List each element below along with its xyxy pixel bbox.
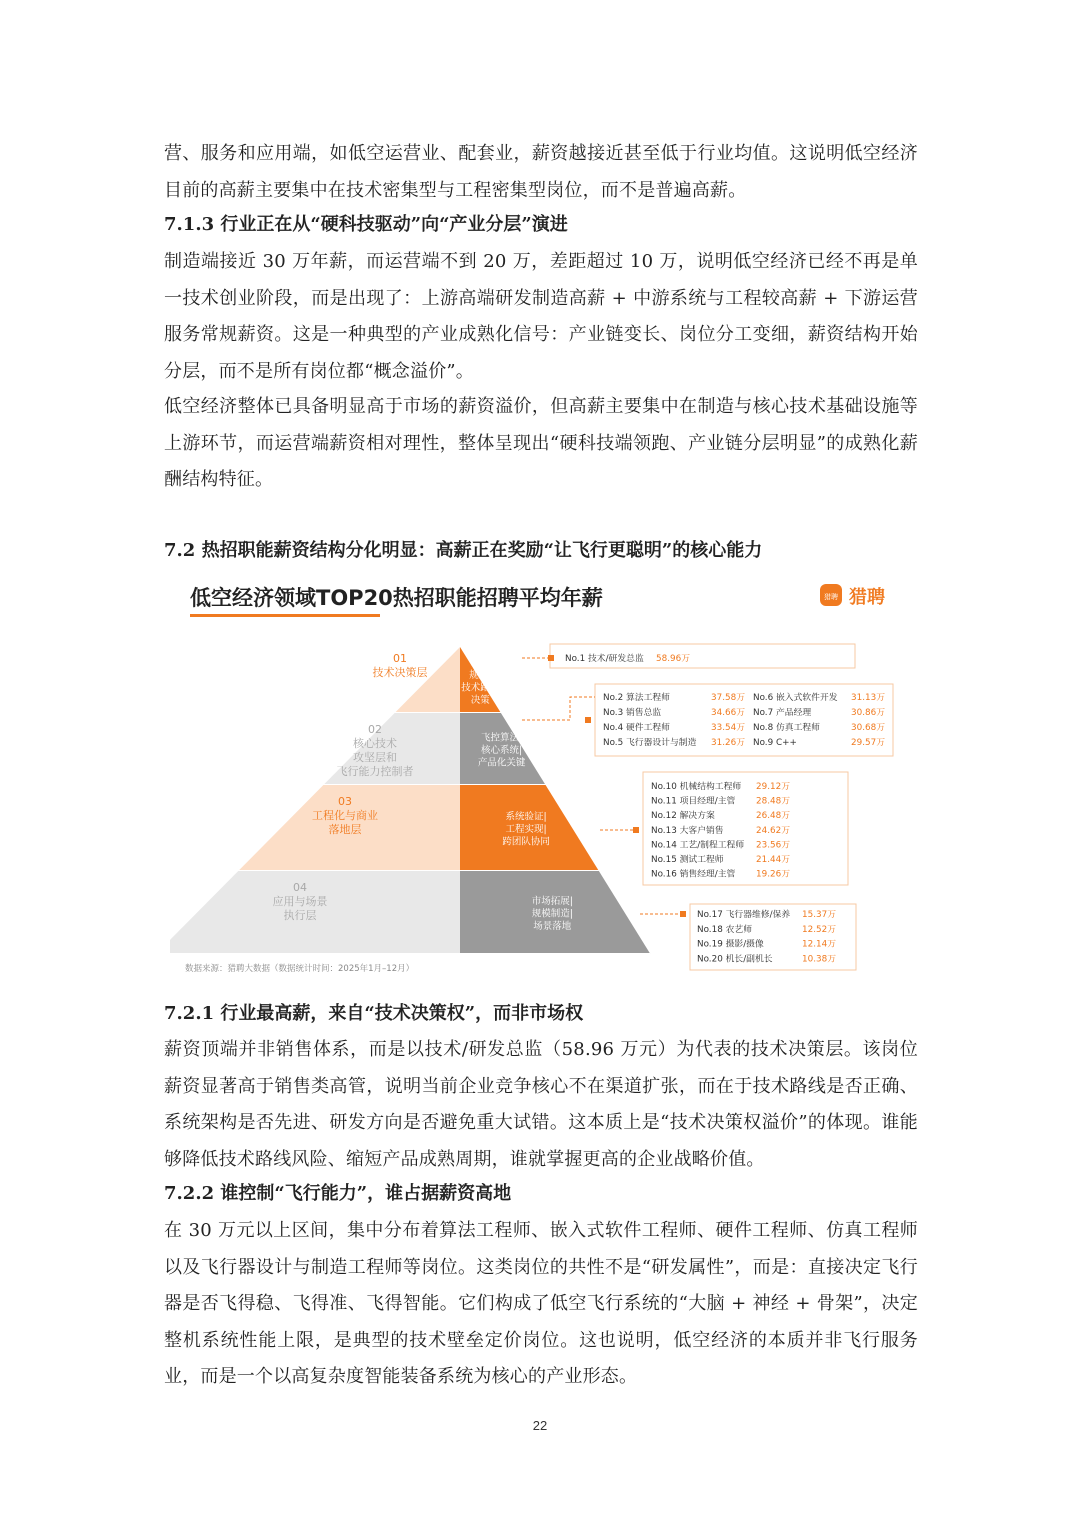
liepin-logo bbox=[820, 584, 885, 608]
logo-badge-text: 猎聘 bbox=[824, 593, 838, 601]
heading-7-2: 7.2 热招职能薪资结构分化明显：高薪正在奖励“让飞行更聪明”的核心能力 bbox=[164, 540, 763, 561]
layer-description: 场景落地 bbox=[533, 921, 572, 932]
logo-text: 猎聘 bbox=[849, 587, 885, 608]
figure-title: 低空经济领域TOP20热招职能招聘平均年薪 bbox=[190, 586, 603, 610]
paragraph-summary: 低空经济整体已具备明显高于市场的薪资溢价，但高薪主要集中在制造与核心技术基础设施等上游环节，而运营端薪资相对理性，整体呈现出“硬科技端领跑、产业链分层明显”的成熟化薪酬结构特征。 bbox=[164, 396, 918, 490]
layer-description: 跨团队协同 bbox=[502, 836, 550, 848]
layer-description: 市场拓展| bbox=[531, 896, 573, 907]
callout-row-rank-9: No.9 C++ bbox=[753, 738, 797, 748]
layer-name: 落地层 bbox=[328, 823, 362, 836]
paragraph-continuation: 营、服务和应用端，如低空运营业、配套业，薪资越接近甚至低于行业均值。这说明低空经济目前的高薪主要集中在技术密集型与工程密集型岗位，而不是普遍高薪。 bbox=[164, 143, 918, 201]
layer-description: 决策 bbox=[470, 694, 490, 706]
layer-description: 战略 bbox=[470, 657, 490, 669]
callout-marker bbox=[680, 911, 686, 917]
callout-marker bbox=[633, 827, 639, 833]
callout-row-rank-14-salary: 23.56万 bbox=[756, 840, 790, 851]
layer-name: 核心技术 bbox=[353, 737, 397, 750]
callout-row-rank-8-salary: 30.68万 bbox=[851, 723, 885, 733]
callout-row-rank-17: No.17 飞行器维修/保养 bbox=[697, 910, 791, 920]
heading-7-1-3: 7.1.3 行业正在从“硬科技驱动”向“产业分层”演进 bbox=[164, 214, 568, 235]
callout-row-rank-5: No.5 飞行器设计与制造 bbox=[603, 738, 697, 748]
callout-row-rank-3-salary: 34.66万 bbox=[711, 708, 745, 718]
callout-row-rank-12-salary: 26.48万 bbox=[756, 811, 790, 822]
callout-row-rank-16: No.16 销售经理/主管 bbox=[651, 869, 736, 880]
callout-row-rank-4: No.4 硬件工程师 bbox=[603, 723, 670, 733]
callout-row-rank-18: No.18 农艺师 bbox=[697, 924, 752, 935]
layer-name: 工程化与商业 bbox=[312, 809, 378, 822]
callout-row-rank-20: No.20 机长/副机长 bbox=[697, 954, 773, 965]
callout-row-rank-10: No.10 机械结构工程师 bbox=[651, 782, 742, 792]
callout-row-rank-7: No.7 产品经理 bbox=[753, 708, 812, 718]
callout-row-rank-18-salary: 12.52万 bbox=[802, 924, 836, 935]
layer-description: 规划| bbox=[469, 669, 492, 681]
title-underline bbox=[190, 614, 380, 617]
callout-row-rank-9-salary: 29.57万 bbox=[851, 738, 885, 748]
callout-row-rank-1-salary: 58.96万 bbox=[656, 654, 690, 664]
callout-marker bbox=[585, 717, 591, 723]
pyramid bbox=[170, 647, 650, 954]
layer-description: 技术路线 bbox=[461, 682, 500, 694]
layer-name: 执行层 bbox=[283, 909, 317, 922]
data-source: 数据来源：猎聘大数据（数据统计时间：2025年1月–12月） bbox=[185, 964, 415, 974]
callout-row-rank-20-salary: 10.38万 bbox=[802, 954, 836, 965]
callout-row-rank-6: No.6 嵌入式软件开发 bbox=[753, 693, 838, 703]
callout-row-rank-5-salary: 31.26万 bbox=[711, 738, 745, 748]
layer-number: 01 bbox=[393, 652, 407, 665]
callout-connector bbox=[522, 697, 595, 720]
layer-number: 04 bbox=[293, 881, 307, 894]
callout-row-rank-14: No.14 工艺/制程工程师 bbox=[651, 840, 745, 851]
callout-row-rank-4-salary: 33.54万 bbox=[711, 723, 745, 733]
callout-row-rank-7-salary: 30.86万 bbox=[851, 708, 885, 718]
layer-name: 攻坚层和 bbox=[353, 751, 397, 764]
callout-row-rank-2-salary: 37.58万 bbox=[711, 693, 745, 703]
layer-name: 技术决策层 bbox=[372, 666, 428, 679]
layer-name: 飞行能力控制者 bbox=[336, 765, 414, 778]
layer-description: 规模制造| bbox=[531, 908, 573, 920]
callout-marker bbox=[548, 655, 554, 661]
callout-row-rank-19-salary: 12.14万 bbox=[802, 939, 836, 950]
callout-row-rank-10-salary: 29.12万 bbox=[756, 782, 790, 792]
layer-number: 02 bbox=[368, 723, 382, 736]
layer-number: 03 bbox=[338, 795, 352, 808]
heading-7-2-1: 7.2.1 行业最高薪，来自“技术决策权”，而非市场权 bbox=[164, 1003, 584, 1024]
callout-row-rank-6-salary: 31.13万 bbox=[851, 693, 885, 703]
callout-row-rank-11-salary: 28.48万 bbox=[756, 796, 790, 807]
paragraph-flight-capability: 在 30 万元以上区间，集中分布着算法工程师、嵌入式软件工程师、硬件工程师、仿真工程师以及飞行器设计与制造工程师等岗位。这类岗位的共性不是“研发属性”，而是：直接决定飞行器是否飞得稳、飞得准、飞得智能。它们构成了低空飞行系统的“大脑 + 神经 + 骨架”，决定整机系统性能上限，是典型的技术壁垒定价岗位。这也说明，低空经济的本质并非飞行服务业，而是一个以高复杂度智能装备系统为核心的产业形态。 bbox=[164, 1220, 918, 1387]
callout-row-rank-8: No.8 仿真工程师 bbox=[753, 723, 820, 733]
callout-row-rank-13: No.13 大客户销售 bbox=[651, 825, 724, 836]
paragraph-tech-decision: 薪资顶端并非销售体系，而是以技术/研发总监（58.96 万元）为代表的技术决策层。该岗位薪资显著高于销售类高管，说明当前企业竞争核心不在渠道扩张，而在于技术路线是否正确、系统架构是否先进、研发方向是否避免重大试错。这本质上是“技术决策权溢价”的体现。谁能够降低技术路线风险、缩短产品成熟周期，谁就掌握更高的企业战略价值。 bbox=[164, 1039, 918, 1170]
layer-description: 产品化关键 bbox=[477, 757, 526, 769]
layer-name: 应用与场景 bbox=[272, 895, 328, 908]
callout-row-rank-15: No.15 测试工程师 bbox=[651, 855, 724, 865]
layer-description: 系统验证| bbox=[505, 811, 547, 823]
layer-description: 核心系统| bbox=[481, 745, 523, 756]
paragraph-structure-layering: 制造端接近 30 万年薪，而运营端不到 20 万，差距超过 10 万，说明低空经济已经不再是单一技术创业阶段，而是出现了：上游高端研发制造高薪 + 中游系统与工程较高薪 + 下游运营服务常规薪资。这是一种典型的产业成熟化信号：产业链变长、岗位分工变细，薪资结构开始分层，而不是所有岗位都“概念溢价”。 bbox=[164, 251, 918, 382]
page-number: 22 bbox=[532, 1418, 548, 1433]
callout-row-rank-3: No.3 销售总监 bbox=[603, 708, 662, 718]
callout-row-rank-17-salary: 15.37万 bbox=[802, 910, 836, 920]
layer-description: 飞控算法| bbox=[481, 732, 523, 744]
callout-row-rank-16-salary: 19.26万 bbox=[756, 869, 790, 880]
callout-row-rank-2: No.2 算法工程师 bbox=[603, 693, 670, 703]
callout-row-rank-12: No.12 解决方案 bbox=[651, 811, 715, 822]
callout-row-rank-1: No.1 技术/研发总监 bbox=[565, 654, 644, 664]
layer-description: 工程实现| bbox=[505, 824, 547, 835]
callout-row-rank-19: No.19 摄影/摄像 bbox=[697, 939, 764, 950]
heading-7-2-2: 7.2.2 谁控制“飞行能力”，谁占据薪资高地 bbox=[164, 1183, 512, 1204]
callout-row-rank-15-salary: 21.44万 bbox=[756, 855, 790, 865]
callout-row-rank-13-salary: 24.62万 bbox=[756, 825, 790, 836]
salary-pyramid-figure bbox=[170, 572, 910, 982]
callout-row-rank-11: No.11 项目经理/主管 bbox=[651, 796, 736, 807]
